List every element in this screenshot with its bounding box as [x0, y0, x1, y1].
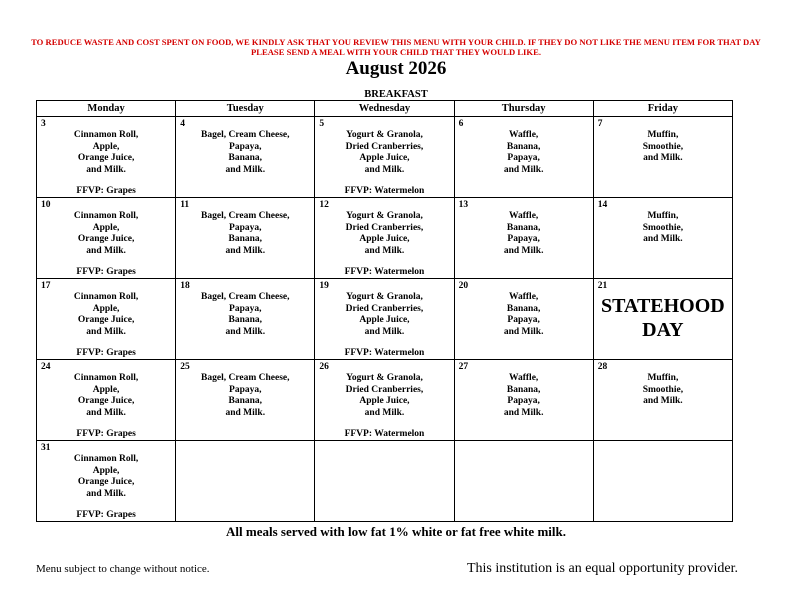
menu-item: Dried Cranberries,	[345, 303, 424, 314]
ffvp-item: FFVP: Watermelon	[344, 348, 425, 358]
ffvp-item: FFVP: Watermelon	[344, 429, 425, 439]
menu-item: Papaya,	[229, 384, 262, 395]
menu-item: Apple,	[92, 222, 120, 233]
menu-items	[176, 130, 314, 176]
menu-item: and Milk.	[86, 245, 126, 256]
menu-items	[315, 292, 453, 338]
menu-items	[315, 130, 453, 176]
weekday-header: Wednesday	[315, 101, 454, 117]
menu-items	[594, 373, 732, 408]
menu-item: and Milk.	[86, 488, 126, 499]
menu-item: Orange Juice,	[77, 315, 135, 326]
ffvp-item: FFVP: Watermelon	[344, 186, 425, 196]
menu-item: and Milk.	[225, 245, 266, 256]
day-number: 14	[597, 200, 608, 210]
menu-item: Bagel, Cream Cheese,	[201, 211, 290, 221]
ffvp-item: FFVP: Watermelon	[344, 267, 425, 277]
menu-item: Dried Cranberries,	[345, 222, 424, 233]
menu-item: and Milk.	[503, 326, 544, 337]
day-number: 3	[41, 119, 46, 129]
menu-item: Bagel, Cream Cheese,	[201, 130, 290, 140]
menu-item: Apple,	[92, 384, 120, 395]
menu-item: and Milk.	[225, 407, 266, 418]
day-cell	[454, 441, 593, 522]
day-cell	[176, 360, 315, 441]
menu-item: Papaya,	[229, 141, 262, 152]
menu-item: and Milk.	[364, 164, 405, 175]
menu-item: Apple Juice,	[359, 315, 410, 326]
menu-item: Cinnamon Roll,	[73, 130, 139, 140]
day-cell	[37, 360, 176, 441]
day-number: 24	[41, 362, 51, 372]
day-cell	[315, 117, 454, 198]
menu-item: Apple,	[92, 303, 120, 314]
day-number: 27	[458, 362, 469, 372]
ffvp-item: FFVP: Grapes	[76, 267, 136, 277]
day-cell	[37, 117, 176, 198]
holiday-label	[594, 294, 732, 342]
menu-item: Orange Juice,	[77, 396, 135, 407]
weekday-header: Monday	[37, 101, 176, 117]
day-number: 26	[319, 362, 329, 372]
menu-item: Waffle,	[509, 130, 539, 140]
day-cell	[593, 441, 732, 522]
menu-items	[37, 292, 175, 338]
menu-item: Orange Juice,	[77, 234, 135, 245]
menu-item: Waffle,	[509, 211, 539, 221]
day-number: 31	[41, 443, 51, 453]
day-cell	[593, 279, 732, 360]
menu-item: Apple Juice,	[359, 396, 410, 407]
menu-item: Papaya,	[229, 222, 262, 233]
day-number: 12	[319, 200, 329, 210]
menu-items	[37, 130, 175, 176]
week-row	[37, 117, 733, 198]
week-row	[37, 279, 733, 360]
day-cell	[454, 279, 593, 360]
day-number: 7	[597, 119, 603, 129]
day-number: 4	[180, 119, 185, 129]
menu-item: Papaya,	[507, 153, 540, 164]
menu-item: Apple,	[92, 141, 120, 152]
ffvp-item: FFVP: Grapes	[76, 186, 136, 196]
holiday-line: STATEHOOD	[601, 295, 725, 317]
menu-item: Cinnamon Roll,	[73, 454, 139, 464]
menu-item: and Milk.	[86, 407, 126, 418]
menu-item: Banana,	[228, 153, 263, 164]
menu-items	[315, 373, 453, 419]
day-cell	[315, 360, 454, 441]
day-number: 19	[319, 281, 329, 291]
menu-item: Cinnamon Roll,	[73, 211, 139, 221]
menu-item: Banana,	[228, 315, 263, 326]
day-cell	[176, 117, 315, 198]
menu-items	[176, 211, 314, 257]
menu-item: Yogurt & Granola,	[346, 211, 423, 221]
menu-item: Banana,	[228, 234, 263, 245]
menu-item: and Milk.	[643, 234, 683, 245]
menu-item: Apple,	[92, 465, 120, 476]
menu-items	[455, 373, 593, 419]
waste-notice: TO REDUCE WASTE AND COST SPENT ON FOOD, WE KINDLY ASK THAT YOU REVIEW THIS MENU WITH YOUR CHILD. IF THEY DO NOT LIKE THE MENU ITEM FOR THAT DAY PLEASE SEND A MEAL WITH YOUR CHILD THAT THEY WOULD LIKE.	[31, 37, 761, 57]
menu-items	[176, 373, 314, 419]
menu-item: Muffin,	[647, 373, 679, 383]
day-cell	[176, 198, 315, 279]
day-cell	[454, 117, 593, 198]
ffvp-item: FFVP: Grapes	[76, 348, 136, 358]
menu-item: Apple Juice,	[359, 234, 410, 245]
menu-item: and Milk.	[503, 407, 544, 418]
weekday-header-row	[37, 101, 733, 117]
day-cell	[315, 441, 454, 522]
menu-item: Papaya,	[229, 303, 262, 314]
day-cell	[37, 279, 176, 360]
menu-item: Papaya,	[507, 396, 540, 407]
day-cell	[176, 279, 315, 360]
menu-items	[594, 130, 732, 165]
equal-opportunity-statement: This institution is an equal opportunity provider.	[466, 561, 738, 576]
day-number: 10	[41, 200, 51, 210]
menu-item: Banana,	[506, 303, 541, 314]
milk-note: All meals served with low fat 1% white or fat free white milk.	[226, 524, 566, 539]
menu-items	[455, 130, 593, 176]
week-row	[37, 198, 733, 279]
menu-items	[315, 211, 453, 257]
menu-item: Cinnamon Roll,	[73, 292, 139, 302]
day-number: 17	[41, 281, 51, 291]
menu-item: and Milk.	[86, 326, 126, 337]
day-number: 20	[458, 281, 469, 291]
menu-items	[455, 211, 593, 257]
day-cell	[176, 441, 315, 522]
menu-item: Smoothie,	[642, 141, 684, 152]
menu-item: Yogurt & Granola,	[346, 292, 423, 302]
menu-item: and Milk.	[643, 396, 683, 407]
menu-item: Muffin,	[647, 130, 679, 140]
menu-item: and Milk.	[225, 164, 266, 175]
menu-item: Apple Juice,	[359, 153, 410, 164]
menu-item: and Milk.	[364, 407, 405, 418]
menu-items	[455, 292, 593, 338]
menu-items	[176, 292, 314, 338]
menu-item: and Milk.	[503, 164, 544, 175]
day-cell	[37, 198, 176, 279]
menu-item: and Milk.	[225, 326, 266, 337]
day-cell	[315, 198, 454, 279]
menu-item: Bagel, Cream Cheese,	[201, 292, 290, 302]
menu-item: and Milk.	[643, 153, 683, 164]
menu-item: Smoothie,	[642, 384, 684, 395]
day-cell	[593, 117, 732, 198]
menu-items	[37, 373, 175, 419]
day-cell	[454, 360, 593, 441]
weekday-header: Tuesday	[176, 101, 315, 117]
day-number: 6	[458, 119, 464, 129]
menu-item: Yogurt & Granola,	[346, 373, 423, 383]
change-disclaimer: Menu subject to change without notice.	[36, 563, 210, 575]
menu-items	[594, 211, 732, 246]
menu-item: Banana,	[506, 222, 541, 233]
menu-item: and Milk.	[86, 164, 126, 175]
day-number: 28	[597, 362, 608, 372]
day-number: 5	[319, 119, 325, 129]
menu-item: Papaya,	[507, 315, 540, 326]
menu-item: Banana,	[506, 141, 541, 152]
day-number: 11	[180, 200, 190, 210]
menu-item: Yogurt & Granola,	[346, 130, 423, 140]
menu-item: Banana,	[506, 384, 541, 395]
week-row	[37, 360, 733, 441]
day-cell	[37, 441, 176, 522]
holiday-line: DAY	[642, 319, 684, 341]
day-cell	[593, 198, 732, 279]
menu-item: Orange Juice,	[77, 153, 135, 164]
day-number: 13	[458, 200, 469, 210]
menu-item: Dried Cranberries,	[345, 141, 424, 152]
menu-item: Bagel, Cream Cheese,	[201, 373, 290, 383]
menu-item: Smoothie,	[642, 222, 684, 233]
weekday-header: Friday	[593, 101, 732, 117]
menu-item: Muffin,	[647, 211, 679, 221]
menu-items	[37, 211, 175, 257]
day-number: 18	[180, 281, 190, 291]
day-cell	[454, 198, 593, 279]
day-number: 25	[180, 362, 190, 372]
menu-item: and Milk.	[364, 326, 405, 337]
day-cell	[315, 279, 454, 360]
menu-item: and Milk.	[364, 245, 405, 256]
day-number: 21	[597, 281, 608, 291]
menu-item: Orange Juice,	[77, 477, 135, 488]
day-cell	[593, 360, 732, 441]
menu-item: Dried Cranberries,	[345, 384, 424, 395]
menu-items	[37, 454, 175, 500]
menu-item: and Milk.	[503, 245, 544, 256]
menu-item: Waffle,	[509, 292, 539, 302]
menu-item: Banana,	[228, 396, 263, 407]
menu-calendar	[36, 100, 733, 522]
weekday-header: Thursday	[454, 101, 593, 117]
ffvp-item: FFVP: Grapes	[76, 429, 136, 439]
meal-type-label: BREAKFAST	[364, 89, 428, 100]
week-row	[37, 441, 733, 522]
menu-item: Papaya,	[507, 234, 540, 245]
menu-item: Cinnamon Roll,	[73, 373, 139, 383]
menu-item: Waffle,	[509, 373, 539, 383]
ffvp-item: FFVP: Grapes	[76, 510, 136, 520]
page-title: August 2026	[345, 58, 447, 79]
